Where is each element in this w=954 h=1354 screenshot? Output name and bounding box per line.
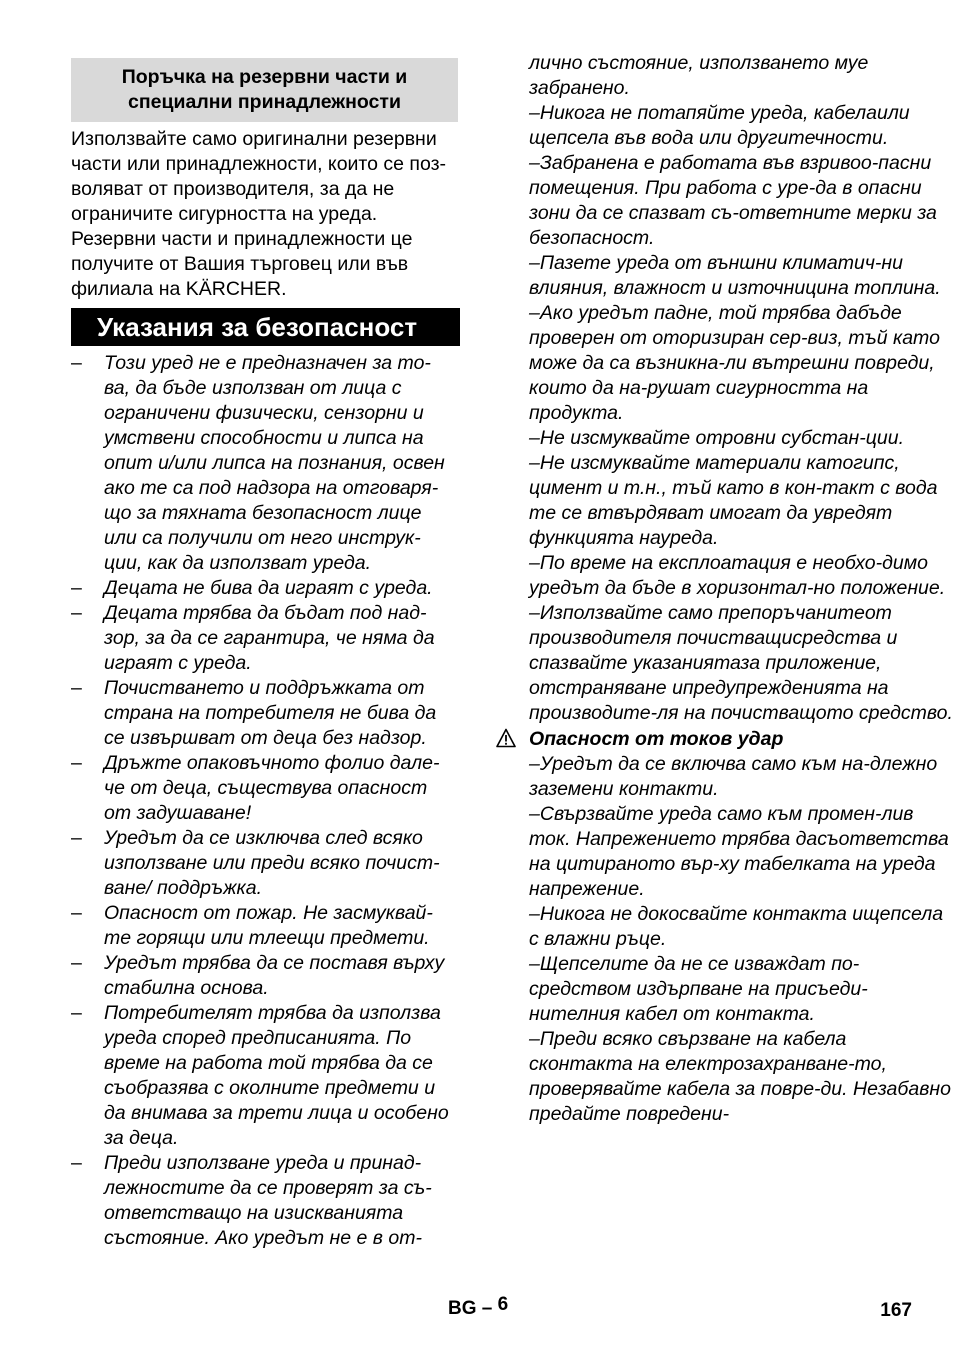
- list-item: [71, 1151, 449, 1251]
- text-line: или щепсела във вода или други: [529, 102, 910, 149]
- text-line: ако те са под надзора на отговаря-: [104, 477, 439, 499]
- text-line: Никога не потапяйте уреда, кабела: [539, 102, 877, 124]
- text-line: съответства на цитираното вър-: [529, 828, 949, 875]
- text-line: ля на почистващото средство.: [657, 702, 953, 724]
- text-line: стабилна основа.: [104, 977, 269, 999]
- dash-bullet: –: [71, 602, 82, 624]
- electric-shock-warning-text: Опасност от токов удар: [529, 728, 784, 750]
- list-item: [529, 1027, 954, 1127]
- text-line: Преди всяко свързване на кабела с: [529, 1028, 847, 1075]
- spare-parts-heading-line: Поръчка на резервни части и: [121, 66, 408, 88]
- text-line: Уредът трябва да се поставя върху: [104, 952, 445, 974]
- text-line: средства и спазвайте указанията: [529, 627, 898, 674]
- text-line: но положение.: [813, 577, 946, 599]
- dash-bullet: –: [529, 552, 540, 574]
- text-line: могат да увредят функцията на: [529, 502, 893, 549]
- text-line: бъде проверен от оторизиран сер-: [529, 302, 902, 349]
- dash-bullet: –: [71, 952, 82, 974]
- text-line: средством издърпване на присъеди-: [529, 978, 868, 1000]
- text-line: ответните мерки за безопасност.: [529, 202, 937, 249]
- list-item: [71, 826, 449, 901]
- list-item: [71, 576, 449, 601]
- dash-bullet: –: [529, 427, 540, 449]
- text-line: филиала на KÄRCHER.: [71, 278, 287, 300]
- list-item: [529, 752, 954, 802]
- list-item: [529, 301, 954, 426]
- text-line: Забранена е работата във взривоо-: [539, 152, 879, 174]
- dash-bullet: –: [529, 452, 540, 474]
- text-line: Уредът да се изключва след всяко: [104, 827, 423, 849]
- text-line: гипс, цимент и т.н., тъй като в кон-: [529, 452, 900, 499]
- text-line: че от деца, съществува опасност: [104, 777, 428, 799]
- footer-section: BG: [448, 1298, 477, 1319]
- list-item: [529, 426, 954, 451]
- text-line: за деца.: [104, 1127, 179, 1149]
- spare-parts-heading: [71, 58, 458, 122]
- dash-bullet: –: [71, 827, 82, 849]
- text-line: опит и/или липса на познания, освен: [104, 452, 445, 474]
- dash-bullet: –: [71, 1002, 82, 1024]
- text-line: състояние. Ако уредът не е в от-: [104, 1227, 422, 1249]
- text-line: По време на експлоатация е необхо-: [539, 552, 883, 574]
- text-line: части или принадлежности, които се поз-: [71, 153, 447, 175]
- dash-bullet: –: [71, 352, 82, 374]
- dash-bullet: –: [529, 803, 540, 825]
- text-line: те горящи или тлеещи предмети.: [104, 927, 430, 949]
- text-line: Не изсмуквайте отровни субстан-: [539, 427, 866, 449]
- text-line: лично състояние, използването му: [529, 52, 858, 74]
- list-item: [529, 601, 954, 726]
- text-line: за приложение, отстраняване и: [529, 652, 882, 699]
- dash-bullet: –: [529, 903, 540, 925]
- safety-list-left: [71, 351, 449, 1251]
- text-line: ху табелката на уреда напрежение.: [529, 853, 936, 900]
- dash-bullet: –: [529, 252, 540, 274]
- text-line: Потребителят трябва да използва: [104, 1002, 441, 1024]
- dash-bullet: –: [71, 752, 82, 774]
- text-line: от производителя почистващи: [529, 602, 892, 649]
- text-line: виз, тъй като може да са възникна-: [529, 327, 940, 374]
- dash-bullet: –: [71, 902, 82, 924]
- text-line: що за тяхната безопасност лице: [104, 502, 422, 524]
- list-item: [529, 551, 954, 601]
- list-item: [71, 901, 449, 951]
- text-line: Дръжте опаковъчното фолио дале-: [104, 752, 440, 774]
- list-item: [71, 601, 449, 676]
- text-line: Използвайте само оригинални резервни: [71, 128, 437, 150]
- text-line: ции, как да използват уреда.: [104, 552, 372, 574]
- footer-dash: –: [481, 1298, 493, 1319]
- text-line: Никога не докосвайте контакта и: [539, 903, 864, 925]
- electric-shock-warning-heading: [529, 727, 954, 752]
- text-line: е забранено.: [529, 52, 869, 99]
- text-line: Уредът да се включва само към на-: [539, 753, 870, 775]
- text-line: ограничите сигурността на уреда.: [71, 203, 378, 225]
- list-item: [71, 351, 449, 576]
- text-line: уреда според предписанията. По: [104, 1027, 412, 1049]
- list-item: [71, 676, 449, 751]
- text-line: зор, за да се гарантира, че няма да: [104, 627, 435, 649]
- text-line: от задушаване!: [104, 802, 252, 824]
- text-line: рушат сигурността на продукта.: [529, 377, 869, 424]
- text-line: съобразява с околните предмети и: [104, 1077, 436, 1099]
- text-line: Децата не бива да играят с уреда.: [104, 577, 433, 599]
- text-line: ване/ поддръжка.: [104, 877, 262, 899]
- spare-parts-text: [71, 127, 466, 302]
- text-line: димо уредът да бъде в хоризонтал-: [529, 552, 928, 599]
- text-line: използване или преди всяко почист-: [104, 852, 440, 874]
- dash-bullet: –: [529, 302, 540, 324]
- text-line: време на работа той трябва да се: [104, 1052, 433, 1074]
- text-line: Резервни части и принадлежности це: [71, 228, 413, 250]
- text-line: такт с вода те се втвърдяват и: [529, 477, 938, 524]
- text-line: пасни помещения. При работа с уре-: [529, 152, 932, 199]
- continued-text: [529, 51, 954, 101]
- text-line: предупрежденията на производите-: [529, 677, 889, 724]
- text-line: ограничени физически, сензорни и: [104, 402, 424, 424]
- text-line: лив ток. Напрежението трябва да: [529, 803, 914, 850]
- list-item: [529, 101, 954, 151]
- text-line: ответстващо на изискванията: [104, 1202, 404, 1224]
- safety-heading: Указания за безопасност: [71, 308, 460, 346]
- text-line: Щепселите да не се изваждат по-: [539, 953, 860, 975]
- text-line: Свързвайте уреда само към промен-: [539, 803, 882, 825]
- footer-section-label: [448, 1294, 509, 1321]
- text-line: да внимава за трети лица и особено: [104, 1102, 449, 1124]
- dash-bullet: –: [529, 1028, 540, 1050]
- text-line: то, проверявайте кабела за повре-: [529, 1053, 887, 1100]
- list-item: [71, 951, 449, 1001]
- spare-parts-heading-line: специални принадлежности: [128, 91, 401, 113]
- text-line: щепсела с влажни ръце.: [529, 903, 944, 950]
- list-item: [529, 451, 954, 551]
- text-line: Ако уредът падне, той трябва да: [539, 302, 858, 324]
- text-line: страна на потребителя не бива да: [104, 702, 437, 724]
- text-line: на топлина.: [827, 277, 941, 299]
- text-line: контакта на електрозахранване-: [538, 1053, 855, 1075]
- list-item: [529, 952, 954, 1027]
- text-line: се извършват от деца без надзор.: [104, 727, 427, 749]
- safety-list-right: [529, 51, 954, 1127]
- list-item: [71, 751, 449, 826]
- text-line: играят с уреда.: [104, 652, 252, 674]
- dash-bullet: –: [529, 152, 540, 174]
- text-line: да в опасни зони да се спазват съ-: [529, 177, 922, 224]
- text-line: течности.: [788, 127, 889, 149]
- text-line: умствени способности и липса на: [104, 427, 424, 449]
- list-item: [529, 902, 954, 952]
- text-line: Не изсмуквайте материали като: [539, 452, 854, 474]
- list-item: [529, 802, 954, 902]
- text-line: ди. Незабавно предайте повредени-: [529, 1078, 951, 1125]
- text-line: лежностите да се проверят за съ-: [104, 1177, 432, 1199]
- text-line: уреда.: [660, 527, 719, 549]
- page-number: 167: [880, 1300, 912, 1321]
- text-line: Преди използване уреда и принад-: [104, 1152, 422, 1174]
- text-line: получите от Вашия търговец или във: [71, 253, 409, 275]
- list-item: [71, 1001, 449, 1151]
- text-line: Децата трябва да бъдат под над-: [104, 602, 427, 624]
- dash-bullet: –: [71, 677, 82, 699]
- text-line: или са получили от него инструк-: [104, 527, 421, 549]
- dash-bullet: –: [529, 602, 540, 624]
- list-item: [529, 151, 954, 251]
- text-line: Този уред не е предназначен за то-: [104, 352, 431, 374]
- text-line: ва, да бъде използван от лица с: [104, 377, 402, 399]
- warning-triangle-icon: [496, 728, 516, 748]
- text-line: Използвайте само препоръчаните: [539, 602, 865, 624]
- text-line: нителния кабел от контакта.: [529, 1003, 815, 1025]
- text-line: воляват от производителя, за да не: [71, 178, 395, 200]
- text-line: Почистването и поддръжката от: [104, 677, 425, 699]
- text-line: ции.: [865, 427, 905, 449]
- footer-section-page: 6: [497, 1294, 509, 1315]
- text-line: ни влияния, влажност и източници: [529, 252, 903, 299]
- dash-bullet: –: [71, 1152, 82, 1174]
- text-line: Пазете уреда от външни климатич-: [539, 252, 882, 274]
- dash-bullet: –: [529, 953, 540, 975]
- dash-bullet: –: [529, 102, 540, 124]
- list-item: [529, 251, 954, 301]
- text-line: длежно заземени контакти.: [529, 753, 938, 800]
- dash-bullet: –: [71, 577, 82, 599]
- text-line: Опасност от пожар. Не засмуквай-: [104, 902, 433, 924]
- text-line: ли вътрешни повреди, които да на-: [529, 352, 935, 399]
- dash-bullet: –: [529, 753, 540, 775]
